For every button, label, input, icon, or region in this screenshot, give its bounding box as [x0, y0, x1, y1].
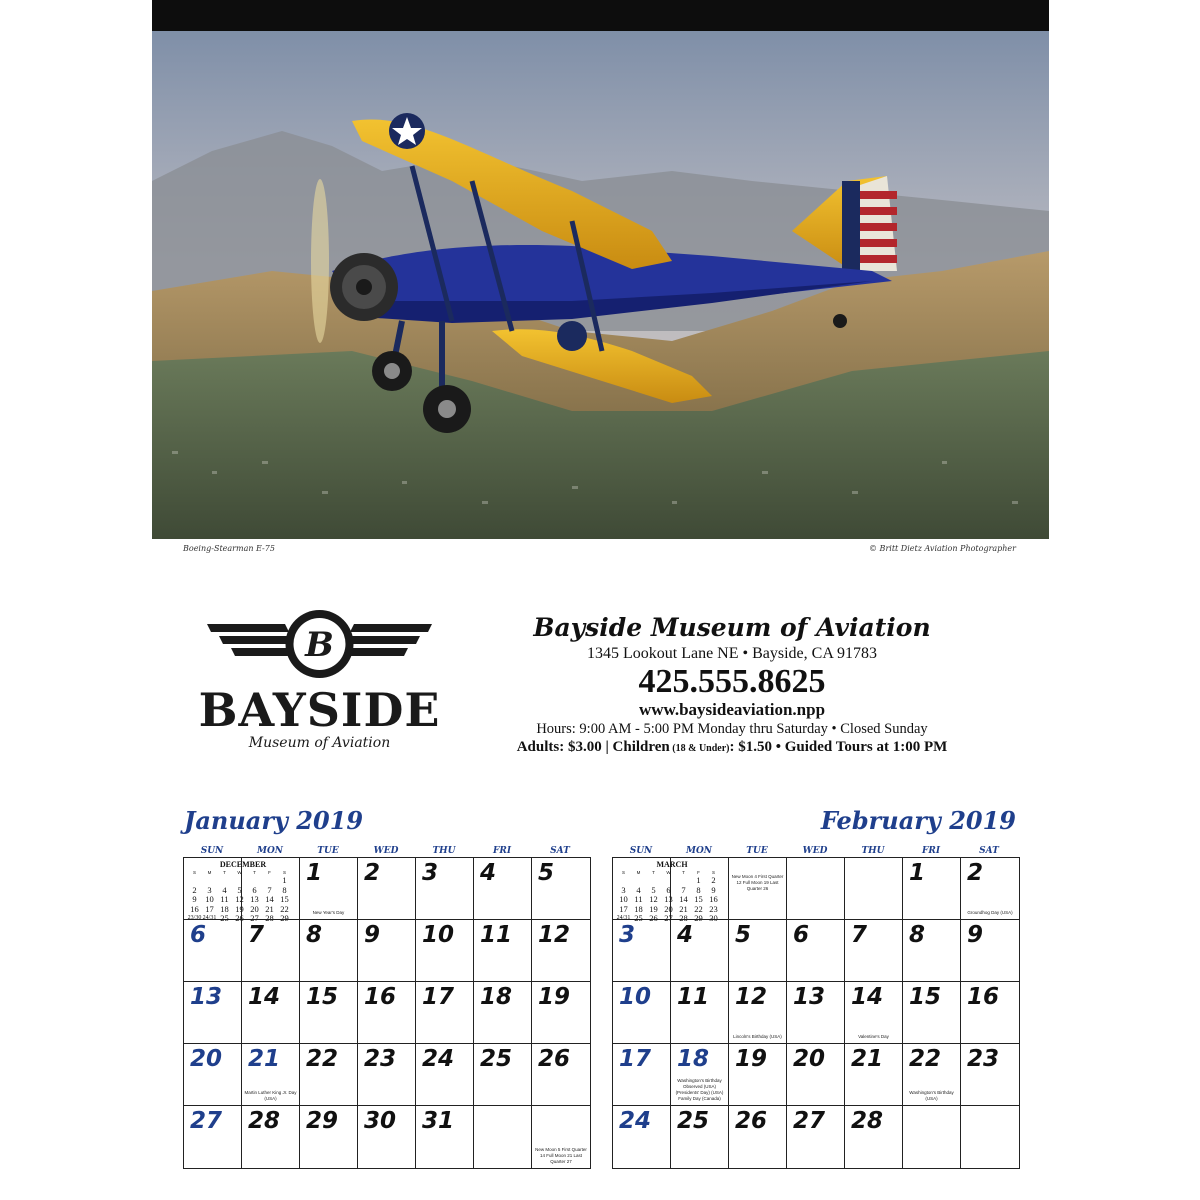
- day-number: 5: [538, 860, 555, 886]
- mini-weekday: T: [652, 870, 655, 875]
- day-cell: [532, 1044, 590, 1106]
- day-cell: [787, 858, 845, 920]
- february-title: February 2019: [820, 806, 1016, 835]
- logo-tagline: Museum of Aviation: [248, 735, 391, 751]
- mini-day: 9: [192, 894, 197, 904]
- mini-weekday: F: [268, 870, 271, 875]
- mini-day: 5: [237, 884, 242, 895]
- mini-day: 19: [235, 903, 244, 914]
- day-number: 26: [735, 1108, 768, 1134]
- day-number: 16: [967, 984, 1000, 1010]
- day-cell: [532, 858, 590, 920]
- day-cell: [961, 858, 1019, 920]
- photo-caption: Boeing-Stearman E-75: [183, 544, 275, 553]
- day-cell: [729, 982, 787, 1044]
- day-cell: [787, 1044, 845, 1106]
- photo-credit: © Britt Dietz Aviation Photographer: [869, 544, 1016, 553]
- weekday-label: TUE: [746, 846, 768, 856]
- weekday-label: MON: [256, 846, 284, 856]
- day-number: 7: [851, 922, 868, 948]
- mini-day: 30: [709, 913, 718, 923]
- binding-strip: [152, 0, 1049, 31]
- day-cell: [787, 982, 845, 1044]
- day-number: 25: [480, 1046, 513, 1072]
- day-cell: [845, 1106, 903, 1168]
- day-cell: [416, 920, 474, 982]
- weekday-label: FRI: [921, 846, 941, 856]
- museum-name: Bayside Museum of Aviation: [533, 613, 931, 642]
- day-cell: [903, 982, 961, 1044]
- museum-website: www.baysideaviation.npp: [638, 700, 826, 719]
- day-number: 20: [190, 1046, 223, 1072]
- mini-day: 18: [634, 903, 643, 914]
- day-note: Washington's Birthday (USA): [909, 1090, 954, 1101]
- day-cell: [242, 858, 300, 920]
- day-cell: [474, 858, 532, 920]
- mini-day: 10: [619, 894, 628, 904]
- day-cell: [787, 1106, 845, 1168]
- mini-day: 26: [235, 913, 244, 923]
- day-number: 31: [422, 1108, 455, 1134]
- day-number: 19: [735, 1046, 768, 1072]
- day-cell: [300, 1044, 358, 1106]
- day-cell: [613, 920, 671, 982]
- children-price: : $1.50 • Guided Tours at 1:00 PM: [729, 739, 948, 755]
- day-cell: [961, 1106, 1019, 1168]
- day-cell: [300, 858, 358, 920]
- mini-day: 17: [205, 903, 214, 914]
- day-cell: [671, 858, 729, 920]
- mini-day: 6: [666, 884, 671, 895]
- day-cell: [242, 920, 300, 982]
- day-cell: [242, 982, 300, 1044]
- museum-hours: Hours: 9:00 AM - 5:00 PM Monday thru Saturday • Closed Sunday: [536, 721, 928, 737]
- winged-emblem-icon: [197, 608, 442, 688]
- museum-address: 1345 Lookout Lane NE • Bayside, CA 91783: [586, 645, 877, 662]
- mini-day: 2: [711, 875, 716, 885]
- day-cell: [961, 920, 1019, 982]
- mini-day: 15: [280, 894, 289, 904]
- day-number: 30: [364, 1108, 397, 1134]
- day-cell: [242, 1044, 300, 1106]
- day-number: 4: [677, 922, 694, 948]
- mini-weekday: T: [253, 870, 256, 875]
- day-cell: [416, 858, 474, 920]
- day-note: Lincoln's Birthday (USA): [733, 1034, 782, 1039]
- mini-day: 7: [267, 884, 272, 895]
- mini-day: 11: [220, 894, 229, 904]
- weekday-label: SUN: [200, 846, 224, 856]
- january-title: January 2019: [184, 806, 364, 835]
- mini-day: 28: [265, 913, 274, 923]
- day-cell: [474, 920, 532, 982]
- day-cell: [358, 1044, 416, 1106]
- day-note: Martin Luther King Jr. Day (USA): [244, 1090, 297, 1101]
- mini-day: 19: [649, 903, 658, 914]
- mini-day: 28: [679, 913, 688, 923]
- mini-day: 24/31: [202, 915, 217, 921]
- day-cell: [613, 1106, 671, 1168]
- mini-day: 17: [619, 903, 628, 914]
- mini-day: 20: [250, 903, 259, 914]
- day-cell: [729, 858, 787, 920]
- mini-day: 29: [694, 913, 703, 923]
- mini-calendar-title: DECEMBER: [219, 860, 267, 869]
- day-note: New Year's Day: [312, 910, 345, 915]
- day-cell: [671, 920, 729, 982]
- february-calendar: [612, 845, 1018, 1169]
- day-cell: [787, 920, 845, 982]
- day-number: 13: [793, 984, 826, 1010]
- mini-day: 1: [282, 875, 287, 885]
- day-number: 1: [909, 860, 926, 886]
- day-number: 7: [248, 922, 265, 948]
- day-note: Groundhog Day (USA): [967, 910, 1013, 915]
- mini-day: 24/31: [616, 915, 631, 921]
- day-cell: [845, 1044, 903, 1106]
- weekday-label: WED: [373, 846, 399, 856]
- weekday-header: [612, 845, 1018, 857]
- mini-day: 10: [205, 894, 214, 904]
- weekday-label: FRI: [492, 846, 512, 856]
- day-number: 9: [364, 922, 381, 948]
- day-cell: [416, 1044, 474, 1106]
- mini-weekday: M: [636, 870, 641, 875]
- mini-day: 7: [681, 884, 686, 895]
- day-note: New Moon 4 First Quarter 12 Full Moon 19 Last Quarter 26: [731, 874, 784, 891]
- mini-weekday: S: [711, 870, 715, 875]
- day-number: 28: [248, 1108, 281, 1134]
- day-cell: [474, 1106, 532, 1168]
- day-number: 2: [967, 860, 984, 886]
- day-number: 6: [793, 922, 810, 948]
- logo-wordmark: BAYSIDE: [198, 683, 441, 737]
- day-cell: [184, 1044, 242, 1106]
- mini-weekday: S: [282, 870, 286, 875]
- mini-day: 22: [280, 903, 289, 914]
- day-cell: [184, 920, 242, 982]
- day-cell: [300, 920, 358, 982]
- mini-day: 13: [250, 894, 259, 904]
- mini-day: 21: [265, 903, 274, 914]
- day-cell: [184, 1106, 242, 1168]
- day-cell: [903, 920, 961, 982]
- museum-phone: 425.555.8625: [638, 663, 826, 700]
- month-grid: [612, 857, 1020, 1169]
- mini-day: 25: [634, 913, 643, 923]
- day-number: 10: [619, 984, 652, 1010]
- day-note: New Moon 5 First Quarter 14 Full Moon 21 Last Quarter 27: [535, 1147, 587, 1164]
- mini-day: 29: [280, 913, 289, 923]
- mini-day: 12: [649, 894, 658, 904]
- day-number: 20: [793, 1046, 826, 1072]
- day-number: 19: [538, 984, 571, 1010]
- calendar-sheet: [152, 0, 1049, 1200]
- day-cell: [416, 1106, 474, 1168]
- day-cell: [416, 982, 474, 1044]
- day-number: 29: [306, 1108, 339, 1134]
- weekday-label: MON: [685, 846, 713, 856]
- mini-weekday: T: [682, 870, 685, 875]
- day-number: 11: [480, 922, 513, 948]
- day-cell: [903, 1044, 961, 1106]
- weekday-label: THU: [432, 846, 456, 856]
- day-cell: [242, 1106, 300, 1168]
- day-number: 13: [190, 984, 223, 1010]
- mini-day: 11: [634, 894, 643, 904]
- mini-day: 15: [694, 894, 703, 904]
- mini-day: 3: [207, 884, 212, 895]
- day-cell: [613, 982, 671, 1044]
- day-number: 6: [190, 922, 207, 948]
- day-number: 27: [793, 1108, 826, 1134]
- day-cell: [845, 858, 903, 920]
- day-cell: [961, 982, 1019, 1044]
- mini-day: 27: [664, 913, 673, 923]
- day-number: 22: [306, 1046, 339, 1072]
- mini-day: 9: [711, 884, 716, 895]
- mini-weekday: T: [223, 870, 226, 875]
- day-number: 22: [909, 1046, 942, 1072]
- day-number: 10: [422, 922, 455, 948]
- weekday-label: WED: [802, 846, 828, 856]
- weekday-label: THU: [861, 846, 885, 856]
- weekday-label: SAT: [550, 846, 570, 856]
- mini-day: 27: [250, 913, 259, 923]
- price-separator: |: [601, 739, 613, 755]
- day-note: Washington's Birthday Observed (USA) (Presidents' Day) (USA) Family Day (Canada): [675, 1078, 724, 1101]
- day-number: 4: [480, 860, 497, 886]
- day-number: 15: [306, 984, 339, 1010]
- day-number: 1: [306, 860, 323, 886]
- mini-day: 13: [664, 894, 673, 904]
- mini-day: 18: [220, 903, 229, 914]
- mini-day: 2: [192, 884, 197, 895]
- children-label: Children: [612, 739, 670, 755]
- day-number: 8: [909, 922, 926, 948]
- day-number: 14: [248, 984, 281, 1010]
- weekday-label: TUE: [317, 846, 339, 856]
- day-number: 9: [967, 922, 984, 948]
- day-number: 18: [677, 1046, 710, 1072]
- day-cell: [845, 982, 903, 1044]
- mini-day: 1: [696, 875, 701, 885]
- mini-calendar-title: MARCH: [656, 860, 688, 869]
- day-number: 8: [306, 922, 323, 948]
- day-number: 3: [422, 860, 439, 886]
- day-number: 3: [619, 922, 636, 948]
- children-age-note: (18 & Under): [669, 743, 730, 754]
- day-number: 5: [735, 922, 752, 948]
- mini-weekday: S: [192, 870, 196, 875]
- day-number: 11: [677, 984, 710, 1010]
- day-number: 21: [851, 1046, 884, 1072]
- day-cell: [845, 920, 903, 982]
- mini-day: 12: [235, 894, 244, 904]
- mini-day: 20: [664, 903, 673, 914]
- day-number: 26: [538, 1046, 571, 1072]
- day-cell: [671, 1044, 729, 1106]
- day-cell: [184, 858, 289, 923]
- day-number: 2: [364, 860, 381, 886]
- day-cell: [532, 920, 590, 982]
- mini-weekday: M: [207, 870, 212, 875]
- day-number: 16: [364, 984, 397, 1010]
- museum-info: [452, 612, 1012, 758]
- biplane-photo-illustration: [152, 31, 1049, 539]
- mini-day: 4: [222, 884, 227, 895]
- mini-day: 16: [190, 903, 199, 914]
- day-number: 25: [677, 1108, 710, 1134]
- day-number: 12: [735, 984, 768, 1010]
- weekday-header: [183, 845, 589, 857]
- day-cell: [358, 982, 416, 1044]
- logo-monogram: B: [305, 625, 334, 665]
- day-number: 14: [851, 984, 884, 1010]
- day-note: Valentine's Day: [858, 1034, 889, 1039]
- day-cell: [358, 858, 416, 920]
- day-number: 21: [248, 1046, 281, 1072]
- day-number: 23: [364, 1046, 397, 1072]
- day-number: 23: [967, 1046, 1000, 1072]
- day-cell: [532, 1106, 590, 1168]
- mini-day: 14: [679, 894, 688, 904]
- day-cell: [729, 920, 787, 982]
- mini-day: 25: [220, 913, 229, 923]
- mini-day: 23/30: [187, 915, 202, 921]
- day-cell: [613, 1044, 671, 1106]
- day-cell: [358, 920, 416, 982]
- day-number: 17: [422, 984, 455, 1010]
- day-cell: [184, 982, 242, 1044]
- day-cell: [729, 1044, 787, 1106]
- day-cell: [613, 858, 718, 923]
- day-number: 15: [909, 984, 942, 1010]
- mini-day: 8: [282, 884, 287, 895]
- day-cell: [903, 1106, 961, 1168]
- mini-day: 21: [679, 903, 688, 914]
- day-cell: [903, 858, 961, 920]
- biplane-photo: [152, 31, 1049, 539]
- day-cell: [671, 982, 729, 1044]
- bayside-logo: [197, 608, 442, 758]
- month-grid: [183, 857, 591, 1169]
- day-number: 28: [851, 1108, 884, 1134]
- mini-day: 22: [694, 903, 703, 914]
- day-cell: [474, 1044, 532, 1106]
- day-number: 17: [619, 1046, 652, 1072]
- january-calendar: [183, 845, 589, 1169]
- day-cell: [729, 1106, 787, 1168]
- mini-day: 4: [636, 884, 641, 895]
- weekday-label: SAT: [979, 846, 999, 856]
- day-number: 27: [190, 1108, 223, 1134]
- mini-day: 14: [265, 894, 274, 904]
- day-number: 12: [538, 922, 571, 948]
- mini-day: 5: [651, 884, 656, 895]
- day-cell: [961, 1044, 1019, 1106]
- mini-day: 8: [696, 884, 701, 895]
- day-cell: [300, 982, 358, 1044]
- weekday-label: SUN: [629, 846, 653, 856]
- day-number: 18: [480, 984, 513, 1010]
- day-cell: [532, 982, 590, 1044]
- mini-day: 16: [709, 894, 718, 904]
- mini-weekday: W: [666, 870, 671, 875]
- day-cell: [358, 1106, 416, 1168]
- day-cell: [671, 1106, 729, 1168]
- day-cell: [474, 982, 532, 1044]
- mini-day: 3: [621, 884, 626, 895]
- mini-weekday: S: [621, 870, 625, 875]
- mini-weekday: W: [237, 870, 242, 875]
- adult-price: Adults: $3.00: [516, 739, 602, 755]
- day-number: 24: [422, 1046, 455, 1072]
- mini-day: 23: [709, 903, 718, 914]
- mini-weekday: F: [697, 870, 700, 875]
- day-cell: [300, 1106, 358, 1168]
- museum-prices: [452, 738, 1012, 758]
- mini-day: 6: [252, 884, 257, 895]
- day-number: 24: [619, 1108, 652, 1134]
- mini-day: 26: [649, 913, 658, 923]
